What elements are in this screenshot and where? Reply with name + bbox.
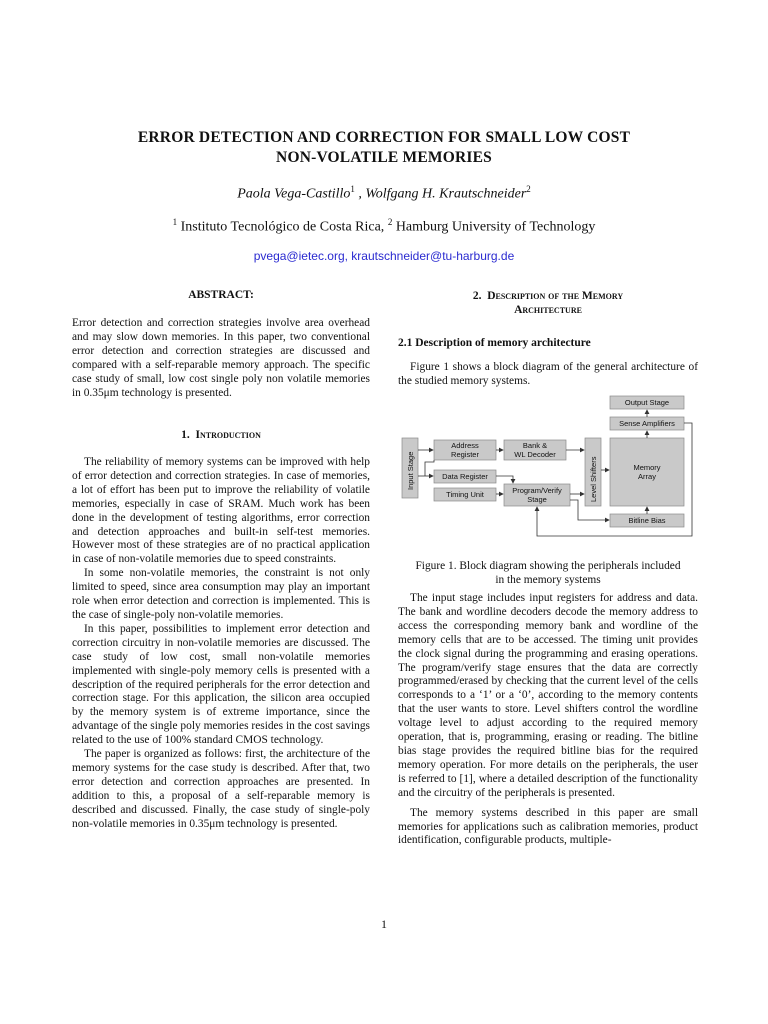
- title-line-1: ERROR DETECTION AND CORRECTION FOR SMALL LOW COST: [137, 129, 631, 146]
- section2-paragraph-3: The memory systems described in this paper are small memories for applications such as calibration memories, product identification, configurable products, multiple-: [398, 806, 698, 847]
- section2-number: 2.: [472, 290, 482, 302]
- author-emails[interactable]: pvega@ietec.org, krautschneider@tu-harburg.de: [253, 249, 515, 263]
- section2-body: [398, 592, 698, 848]
- section2-paragraph-2: The input stage includes input registers for address and data. The bank and wordline decoders decode the memory address to access the corresponding memory bank and wordline of the memory cells that are to be accessed. The timing unit provides the clock signal during the programming and erasing operations. The program/verify stage ensures that the data are correctly programmed/erased by checking that the current level of the cells corresponds to a ‘1’ or a ‘0’, according to the memory contents that the user wants to store. Level shifters control the wordline voltage level to adjust according to the required memory operation, that is, programming, erasing or reading. The bitline bias stage provides the required bitline bias for the required memory operation. For more details on the peripherals, the user is referred to [1], where a detailed description of the functionality and the circuitry of the peripherals is presented.: [398, 592, 698, 799]
- author-2-affil-mark: 2: [526, 184, 531, 194]
- author-1: Paola Vega-Castillo: [237, 186, 351, 202]
- author-list: [0, 184, 768, 203]
- output-stage-label: Output Stage: [624, 398, 670, 407]
- abstract-text: Error detection and correction strategies involve area overhead and may slow down memories. In this paper, two conventional error detection and correction strategies are discussed and compared with a self-reparable memory approach. The specific case study of small, low cost single poly non volatile memories in 0.35μm technology is presented.: [72, 317, 370, 399]
- author-separator: ,: [354, 186, 366, 202]
- caption-line-2: in the memory systems: [495, 574, 601, 586]
- affil-2: Hamburg University of Technology: [392, 219, 596, 235]
- intro-paragraph-4: The paper is organized as follows: first, the architecture of the memory systems for the case study is described. After that, two error detection and correction approaches are presented. In addition to this, a proposal of a self-reparable memory is described and discussed. Finally, the case study of single-poly non-volatile memories in 0.35μm technology is presented.: [72, 748, 370, 830]
- author-1-affil-mark: 1: [350, 184, 355, 194]
- figure-1-caption: [398, 559, 698, 587]
- section2-heading: [398, 289, 698, 317]
- page-number: 1: [381, 917, 387, 931]
- affil-1: Instituto Tecnológico de Costa Rica,: [177, 219, 388, 235]
- intro-paragraph-3: In this paper, possibilities to implement error detection and correction circuitry in non-volatile memories are discussed. The case study of low cost, small non-volatile memories implemented with single-poly memory cells is presented with a description of the required peripherals for the error detection and correction stage. For this application, the silicon area occupied by the memory system is of extreme importance, since the advantage of the single poly memories resides in the cost savings related to the use of 100% standard CMOS technology.: [72, 622, 370, 747]
- timing-unit-label: Timing Unit: [446, 490, 484, 499]
- intro-paragraph-2: In some non-volatile memories, the constraint is not only limited to speed, since area consumption may play an important role when error detection and correction is implemented. This is the case of single-poly non-volatile memories.: [72, 567, 370, 621]
- section2-title-line-2: Architecture: [514, 304, 582, 316]
- memory-array-label-1: Memory: [633, 463, 661, 472]
- abstract-heading-wrap: [72, 289, 370, 303]
- data-register-label: Data Register: [442, 472, 488, 481]
- intro-heading-number: 1.: [181, 429, 190, 441]
- title-line-2: NON-VOLATILE MEMORIES: [276, 149, 492, 166]
- subsection-2-1-heading: 2.1 Description of memory architecture: [398, 337, 591, 349]
- section2-paragraph-1: Figure 1 shows a block diagram of the general architecture of the studied memory systems.: [398, 361, 698, 387]
- subsection-2-1: [398, 337, 698, 351]
- block-diagram-figure: [398, 390, 698, 540]
- address-register-label-1: Address: [451, 441, 479, 450]
- author-2: Wolfgang H. Krautschneider: [365, 186, 527, 202]
- intro-body: [72, 456, 370, 831]
- paper-title: [60, 128, 708, 168]
- address-register-label-2: Register: [451, 450, 479, 459]
- bank-decoder-label-1: Bank &: [522, 441, 548, 450]
- intro-heading-text: Introduction: [195, 429, 261, 441]
- input-stage-label: Input Stage: [406, 451, 415, 490]
- arrow-input-bus: [425, 460, 434, 476]
- memory-array-label-2: Array: [638, 472, 656, 481]
- caption-line-1: Figure 1. Block diagram showing the peripherals included: [415, 560, 681, 572]
- arrow-data-to-program: [496, 476, 513, 483]
- bitline-bias-label: Bitline Bias: [628, 516, 666, 525]
- abstract-heading: ABSTRACT:: [188, 289, 254, 301]
- section2-intro: [398, 361, 698, 389]
- sense-amplifiers-label: Sense Amplifiers: [619, 419, 675, 428]
- level-shifters-label: Level Shifters: [589, 456, 598, 502]
- affil-1-mark: 1: [172, 217, 178, 227]
- intro-heading: [72, 429, 370, 443]
- intro-paragraph-1: The reliability of memory systems can be improved with help of error detection and correction strategies. In case of memories, a lot of effort has been put to improve the reliability of volatile memories, especially in case of SRAM. Much work has been done in the development of testing algorithms, error correction and detection approaches and built-in self-test memories. However most of these strategies are of no practical application in case of non-volatile memories due to speed constraints.: [72, 456, 370, 566]
- program-verify-label-1: Program/Verify: [512, 486, 562, 495]
- bank-decoder-label-2: WL Decoder: [514, 450, 556, 459]
- section2-title-line-1: Description of the Memory: [487, 290, 624, 302]
- affil-2-mark: 2: [387, 217, 393, 227]
- affiliations: [0, 217, 768, 236]
- abstract-body: [72, 317, 370, 400]
- program-verify-label-2: Stage: [527, 495, 547, 504]
